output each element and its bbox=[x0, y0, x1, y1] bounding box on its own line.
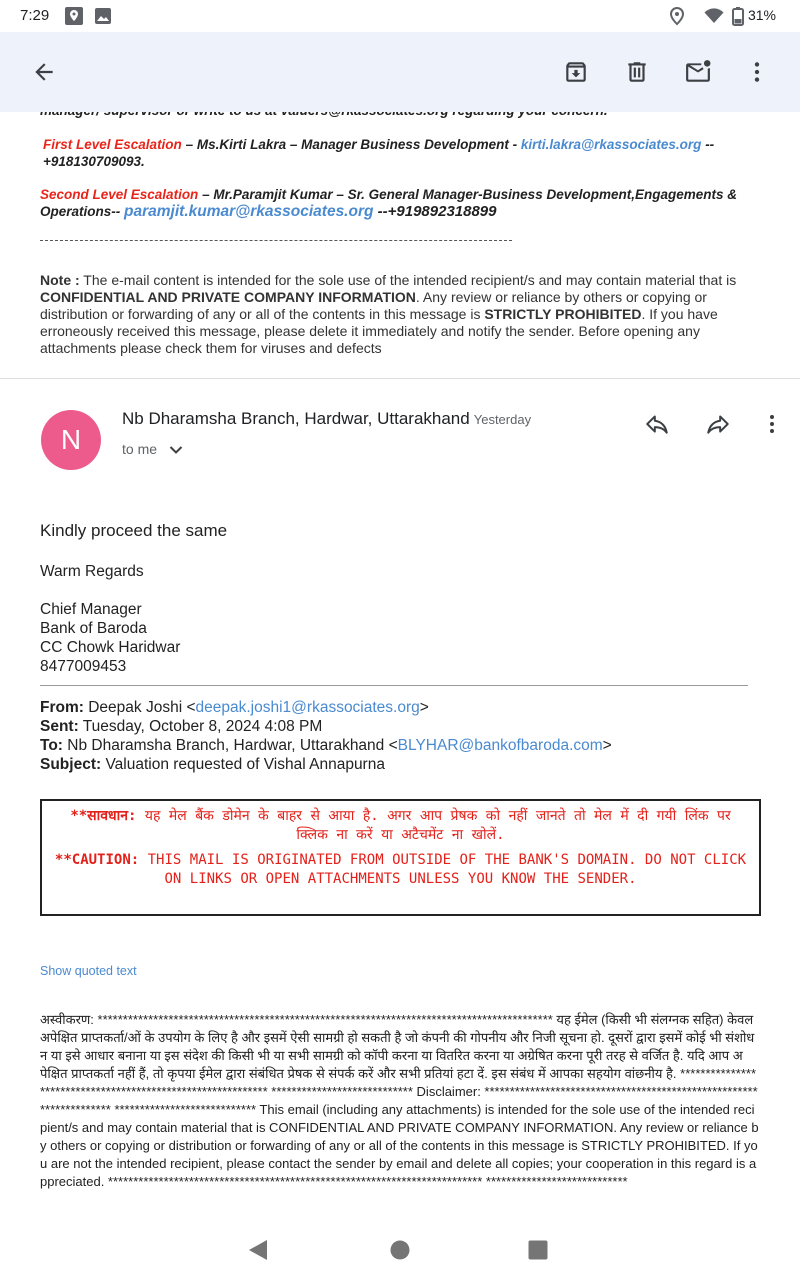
chevron-down-icon bbox=[169, 445, 183, 455]
battery-percentage: 31% bbox=[747, 7, 776, 23]
status-bar bbox=[0, 0, 800, 32]
archive-icon bbox=[563, 59, 589, 85]
nav-home-icon[interactable] bbox=[388, 1238, 412, 1262]
arrow-left-icon bbox=[31, 59, 57, 85]
nav-back-icon[interactable] bbox=[247, 1238, 271, 1262]
from-email-link[interactable]: deepak.joshi1@rkassociates.org bbox=[195, 699, 420, 716]
note-disclaimer: Note : The e-mail content is intended for the sole use of the intended recipient/s and may contain material that is CONFIDENTIAL AND PRIVATE COMPANY INFORMATION. Any review or reliance by others or copying or distribution or forwarding of any or all of the contents in this message is STRICTLY PROHIBITED. If you have erroneously received this message, please delete it immediately and notify the sender. Before opening any attachments please check them for viruses and defects bbox=[40, 272, 737, 356]
maps-icon bbox=[64, 6, 84, 26]
app-toolbar bbox=[0, 32, 800, 112]
back-button[interactable] bbox=[24, 52, 64, 92]
show-quoted-text-link[interactable]: Show quoted text bbox=[40, 964, 137, 978]
forwarded-header: From: Deepak Joshi <deepak.joshi1@rkassociates.org> Sent: Tuesday, October 8, 2024 4:08 PM To: Nb Dharamsha Branch, Hardwar, Uttarakhand <BLYHAR@bankofbaroda.com> Subject: Valuation requested of Vishal Annapurna bbox=[40, 699, 612, 773]
sender-line[interactable] bbox=[122, 409, 531, 429]
caution-hindi: **सावधान: यह मेल बैंक डोमेन के बाहर से आया है. अगर आप प्रेषक को नहीं जानते तो मेल में दी गयी लिंक पर क्लिक ना करें या अटैचमेंट ना खोलें. bbox=[70, 808, 731, 843]
message-more-button[interactable] bbox=[754, 406, 790, 442]
more-vert-icon bbox=[760, 412, 784, 436]
mark-unread-button[interactable] bbox=[678, 52, 718, 92]
reply-button[interactable] bbox=[639, 406, 675, 442]
signature: Chief Manager Bank of Baroda CC Chowk Haridwar 8477009453 bbox=[40, 601, 181, 675]
nav-recents-icon[interactable] bbox=[526, 1238, 550, 1262]
disclaimer-text: अस्वीकरण: ****************************************************************************************** यह ईमेल (किसी भी संलग्नक सहित) केवल अपेक्षित प्राप्तकर्ता/ओं के उपयोग के लिए है और इसमें ऐसी सामग्री हो सकती है जो कंपनी की गोपनीय और निजी सूचना हो. दूसरों द्वारा इसमें कोई भी संशोधन या इसे आधार बनाना या इस संदेश की किसी भी या सभी सामग्री को कॉपी करना या वितरित करना या अग्रेषित करना पूरी तरह से वर्जित है. यदि आप अपेक्षित प्राप्तकर्ता नहीं हैं, तो कृपया ईमेल द्वारा संबंधित प्रेषक से संपर्क करें और सभी प्रतियां हटा दें. इस संबंध में आपका सहयोग वांछनीय है. ************************************************************ **************************** Disclaimer: ******************************************************************** **************************** This email (including any attachments) is intended for the sole use of the intended recipient/s and may contain material that is CONFIDENTIAL AND PRIVATE COMPANY INFORMATION. Any review or reliance by others or copying or distribution or forwarding of any or all of the contents in this message is STRICTLY PROHIBITED. If you are not the intended recipient, please contact the sender by email and delete all copies; your cooperation in this regard is appreciated. ************************************************************************** **************************** bbox=[40, 1012, 759, 1189]
trash-icon bbox=[624, 59, 650, 85]
mail-unread-icon bbox=[683, 59, 713, 85]
wifi-icon bbox=[704, 6, 724, 26]
system-nav-bar bbox=[0, 1220, 800, 1280]
battery-icon bbox=[728, 6, 748, 26]
email-thread bbox=[0, 112, 800, 1220]
status-time: 7:29 bbox=[20, 7, 50, 24]
regards-text: Warm Regards bbox=[40, 563, 144, 580]
delete-button[interactable] bbox=[617, 52, 657, 92]
escalation-2-label: Second Level Escalation bbox=[40, 187, 199, 202]
first-level-escalation: First Level Escalation – Ms.Kirti Lakra – Manager Business Development - kirti.lakra@rkassociates.org -- +918130709093. bbox=[43, 137, 715, 169]
location-icon bbox=[667, 6, 687, 26]
sender-avatar[interactable]: N bbox=[41, 410, 101, 470]
escalation-1-email-link[interactable]: kirti.lakra@rkassociates.org bbox=[520, 137, 702, 152]
sender-name: Nb Dharamsha Branch, Hardwar, Uttarakhand bbox=[122, 409, 470, 428]
image-icon bbox=[93, 6, 113, 26]
recipient-label: to me bbox=[122, 441, 158, 457]
greeting-text: Kindly proceed the same bbox=[40, 521, 228, 540]
caution-english: **CAUTION: THIS MAIL IS ORIGINATED FROM OUTSIDE OF THE BANK'S DOMAIN. DO NOT CLICK ON LINKS OR OPEN ATTACHMENTS UNLESS YOU KNOW THE SENDER. bbox=[54, 852, 747, 887]
archive-button[interactable] bbox=[556, 52, 596, 92]
caution-banner bbox=[40, 799, 761, 916]
message-time: Yesterday bbox=[473, 412, 532, 427]
second-level-escalation: Second Level Escalation – Mr.Paramjit Kumar – Sr. General Manager-Business Development,Engagements & Operations-- paramjit.kumar@rkassociates.org --+919892318899 bbox=[40, 187, 737, 220]
message-separator bbox=[0, 378, 800, 379]
more-vert-icon bbox=[744, 59, 770, 85]
forward-icon bbox=[705, 411, 731, 437]
recipient-toggle[interactable] bbox=[122, 441, 183, 457]
dashed-divider bbox=[40, 240, 512, 241]
forward-button[interactable] bbox=[700, 406, 736, 442]
more-options-button[interactable] bbox=[737, 52, 777, 92]
to-email-link[interactable]: BLYHAR@bankofbaroda.com bbox=[397, 737, 603, 754]
header-rule bbox=[40, 685, 748, 686]
escalation-1-label: First Level Escalation bbox=[43, 137, 182, 152]
escalation-2-email-link[interactable]: paramjit.kumar@rkassociates.org bbox=[124, 203, 374, 220]
reply-icon bbox=[644, 411, 670, 437]
